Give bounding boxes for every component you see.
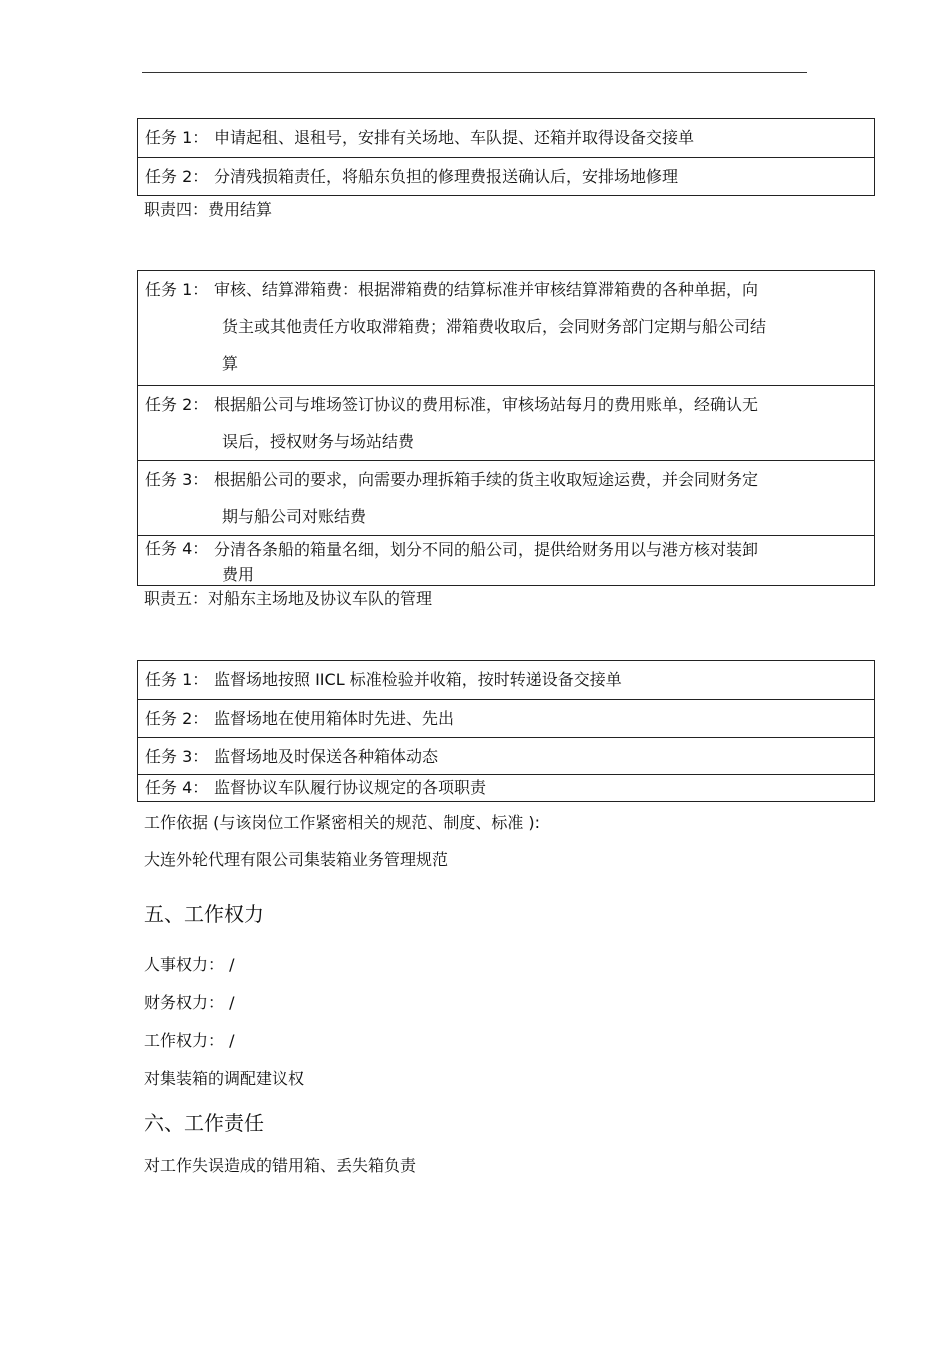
task-text: 监督场地及时保送各种箱体动态 — [214, 747, 439, 766]
table-row — [138, 699, 874, 737]
duty-five-heading: 职责五：对船东主场地及协议车队的管理 — [144, 589, 433, 608]
table-row — [138, 535, 874, 585]
task-text: 分清残损箱责任，将船东负担的修理费报送确认后，安排场地修理 — [214, 167, 679, 186]
task-table-3 — [137, 660, 875, 802]
task-label: 任务 2： — [145, 709, 209, 728]
task-text: 监督场地按照 IICL 标准检验并收箱，按时转递设备交接单 — [214, 670, 622, 689]
task-label: 任务 2： — [145, 395, 209, 414]
authority-note: 对集装箱的调配建议权 — [144, 1069, 305, 1088]
table-row — [138, 157, 874, 195]
task-text: 货主或其他责任方收取滞箱费；滞箱费收取后，会同财务部门定期与船公司结 — [222, 317, 767, 336]
task-text: 费用 — [222, 565, 255, 584]
table-row — [138, 460, 874, 535]
task-text: 根据船公司的要求，向需要办理拆箱手续的货主收取短途运费，并会同财务定 — [214, 470, 759, 489]
task-text: 误后，授权财务与场站结费 — [222, 432, 415, 451]
task-text: 根据船公司与堆场签订协议的费用标准，审核场站每月的费用账单，经确认无 — [214, 395, 759, 414]
task-label: 任务 3： — [145, 470, 209, 489]
task-text: 监督协议车队履行协议规定的各项职责 — [214, 778, 487, 797]
table-row — [138, 119, 874, 157]
table-row — [138, 385, 874, 460]
task-text: 期与船公司对账结费 — [222, 507, 367, 526]
section-six-title: 六、工作责任 — [144, 1111, 264, 1135]
task-text: 审核、结算滞箱费：根据滞箱费的结算标准并审核结算滞箱费的各种单据，向 — [214, 280, 759, 299]
task-label: 任务 1： — [145, 670, 209, 689]
table-row — [138, 271, 874, 385]
table-row — [138, 661, 874, 699]
work-authority: 工作权力： / — [144, 1031, 235, 1050]
task-table-1 — [137, 118, 875, 196]
table-row — [138, 737, 874, 774]
task-text: 算 — [222, 354, 239, 373]
work-basis-label: 工作依据 (与该岗位工作紧密相关的规范、制度、标准 ): — [144, 813, 541, 832]
task-label: 任务 4： — [145, 778, 209, 797]
task-label: 任务 4： — [145, 539, 209, 558]
duty-four-heading: 职责四：费用结算 — [144, 200, 273, 219]
task-text: 分清各条船的箱量名细，划分不同的船公司，提供给财务用以与港方核对装卸 — [214, 540, 759, 559]
finance-authority: 财务权力： / — [144, 993, 235, 1012]
task-label: 任务 1： — [145, 128, 209, 147]
task-label: 任务 1： — [145, 280, 209, 299]
personnel-authority: 人事权力： / — [144, 955, 235, 974]
work-basis-value: 大连外轮代理有限公司集装箱业务管理规范 — [144, 850, 449, 869]
responsibility-text: 对工作失误造成的错用箱、丢失箱负责 — [144, 1156, 417, 1175]
section-five-title: 五、工作权力 — [144, 902, 264, 926]
task-table-2 — [137, 270, 875, 586]
header-rule — [142, 72, 807, 73]
task-text: 申请起租、退租号，安排有关场地、车队提、还箱并取得设备交接单 — [214, 128, 695, 147]
table-row — [138, 774, 874, 801]
task-label: 任务 2： — [145, 167, 209, 186]
task-text: 监督场地在使用箱体时先进、先出 — [214, 709, 455, 728]
task-label: 任务 3： — [145, 747, 209, 766]
